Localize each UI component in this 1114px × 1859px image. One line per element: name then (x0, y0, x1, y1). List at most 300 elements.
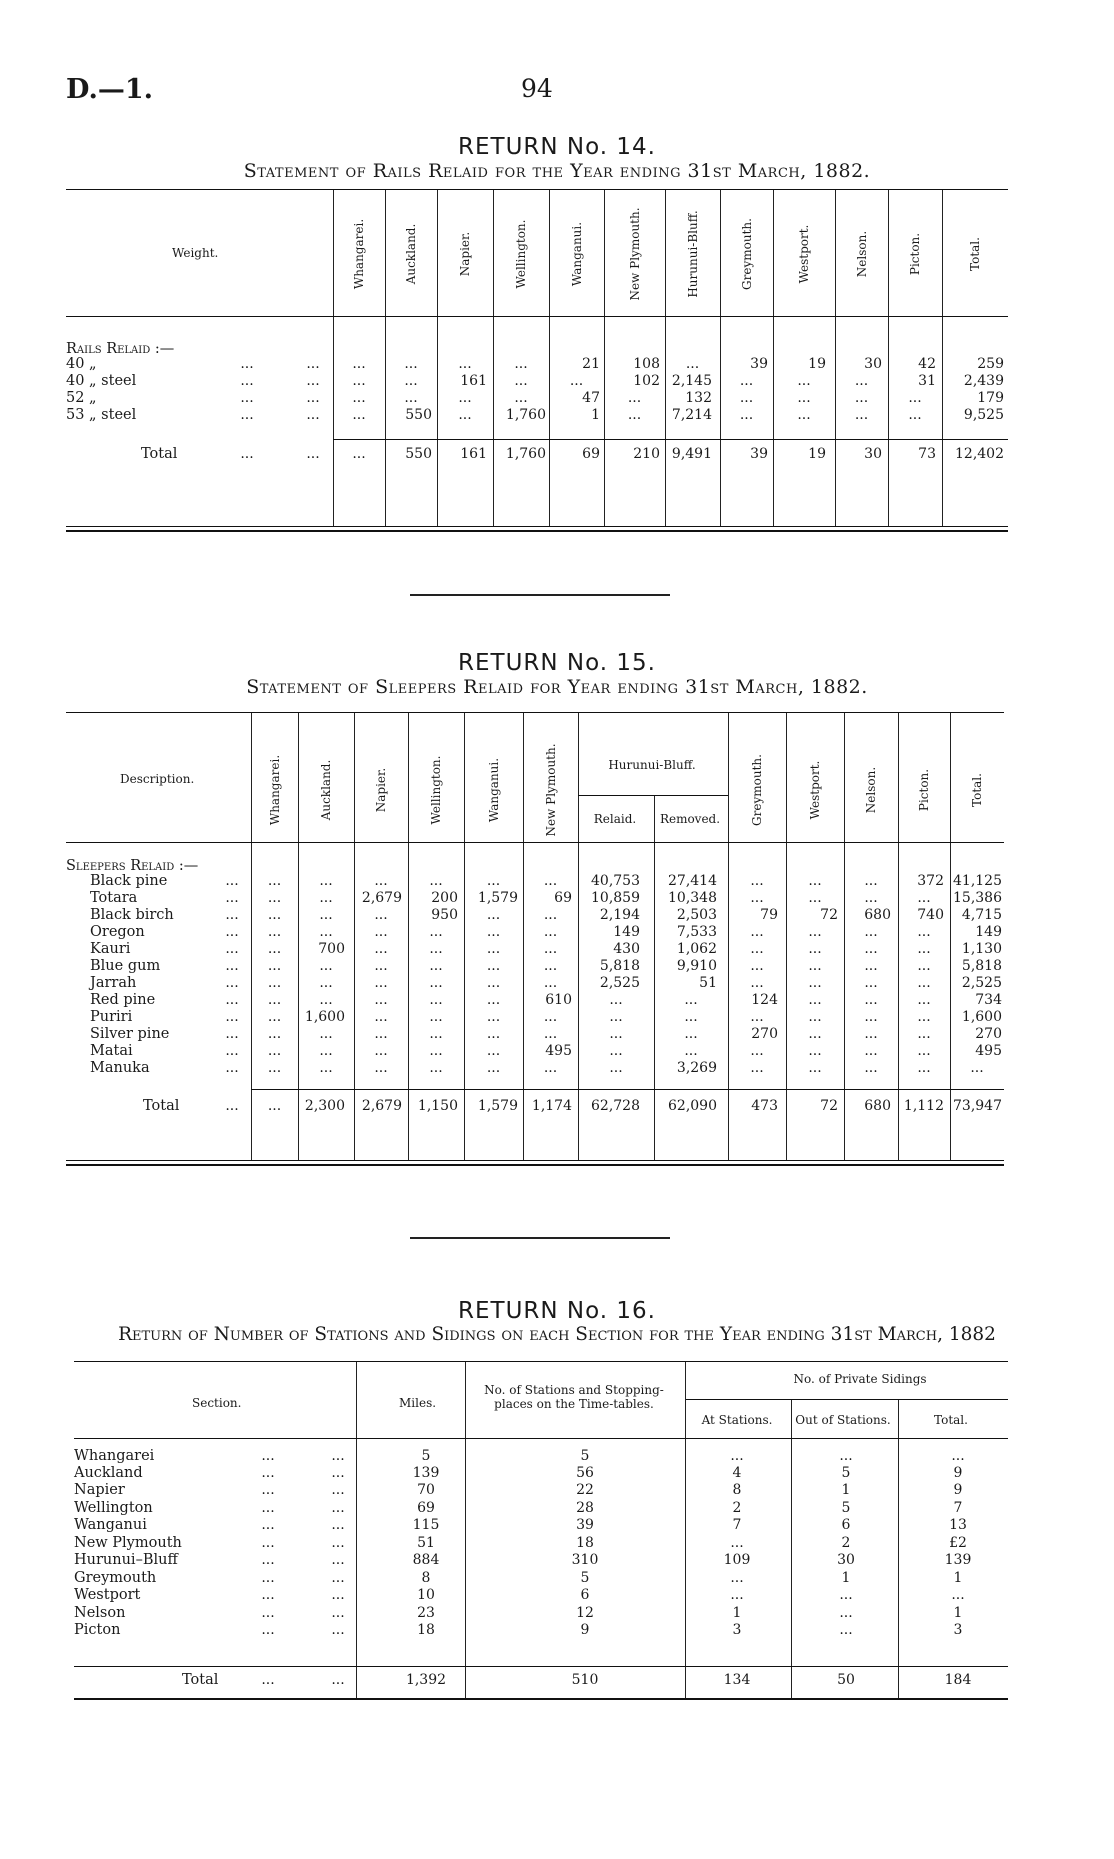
leader-dots: ... (331, 1535, 345, 1551)
table-cell: 550 (405, 407, 432, 423)
table-cell: 680 (864, 1098, 891, 1114)
table-cell: 12,402 (955, 446, 1004, 462)
table-cell: ... (486, 1009, 501, 1025)
table-cell: ... (374, 907, 388, 923)
column-divider (665, 190, 666, 527)
table-cell: 42 (918, 356, 936, 372)
table-cell: 1 (953, 1605, 963, 1621)
leader-dots: ... (261, 1448, 275, 1464)
section-separator (410, 594, 670, 596)
table-cell: 10,859 (591, 890, 640, 906)
table-cell: ... (730, 1570, 744, 1586)
column-header: Whangarei. (352, 218, 366, 290)
table-cell: 310 (571, 1552, 599, 1568)
table-cell: 30 (837, 1552, 855, 1568)
table-cell: ... (267, 958, 282, 974)
table-cell: ... (267, 941, 282, 957)
table-cell: 134 (723, 1672, 751, 1688)
table-cell: ... (808, 1060, 822, 1076)
table-cell: 3 (732, 1622, 742, 1638)
table-cell: 2,679 (361, 890, 402, 906)
row-label: Totara (90, 890, 138, 906)
rule (66, 526, 1008, 527)
table-cell: 9,910 (676, 958, 717, 974)
column-header: Westport. (797, 224, 811, 284)
table-cell: ... (730, 1448, 744, 1464)
table-cell: 62,090 (668, 1098, 717, 1114)
table-cell: ... (750, 890, 764, 906)
table-cell: ... (429, 873, 443, 889)
table-cell: 47 (582, 390, 600, 406)
weight-header: Weight. (172, 246, 219, 260)
table-cell: ... (750, 958, 764, 974)
table-cell: ... (374, 975, 388, 991)
table-cell: ... (319, 975, 333, 991)
table-cell: ... (374, 941, 388, 957)
table-cell: ... (352, 356, 366, 372)
table-cell: 1,579 (477, 1098, 518, 1114)
table-cell: 5,818 (599, 958, 640, 974)
table-cell: ... (750, 873, 764, 889)
column-header: Total. (968, 237, 982, 271)
table-cell: 79 (760, 907, 778, 923)
table-cell: ... (374, 958, 388, 974)
table-cell: 2,300 (304, 1098, 345, 1114)
table-cell: ... (429, 1043, 443, 1059)
table-cell: ... (864, 890, 878, 906)
table-cell: ... (970, 1060, 984, 1076)
column-divider (465, 1362, 466, 1699)
table-cell: ... (458, 407, 472, 423)
table-cell: 70 (417, 1482, 435, 1498)
table-cell: 39 (750, 356, 768, 372)
table-cell: 1,760 (505, 446, 546, 462)
table-cell: 139 (412, 1465, 440, 1481)
table-cell: 109 (723, 1552, 751, 1568)
return-16-title: RETURN No. 16. (458, 1298, 656, 1324)
table-cell: 9 (953, 1465, 963, 1481)
table-cell: ... (543, 907, 558, 923)
table-cell: £2 (949, 1535, 967, 1551)
table-cell: ... (797, 390, 811, 406)
leader-dots: ... (225, 924, 239, 940)
table-cell: 6 (580, 1587, 590, 1603)
column-divider (354, 713, 355, 1161)
table-cell: ... (854, 390, 869, 406)
table-cell: 39 (576, 1517, 594, 1533)
table-cell: 2,145 (671, 373, 712, 389)
table-cell: ... (864, 1060, 878, 1076)
table-cell: ... (808, 890, 822, 906)
leader-dots: ... (331, 1517, 345, 1533)
column-header: Napier. (458, 231, 472, 277)
private-sidings-header: No. of Private Sidings (793, 1372, 927, 1386)
leader-dots: ... (225, 958, 239, 974)
table-cell: 56 (576, 1465, 594, 1481)
leader-dots: ... (261, 1465, 275, 1481)
leader-dots: ... (240, 373, 254, 389)
column-header: Greymouth. (739, 218, 754, 290)
leader-dots: ... (225, 992, 239, 1008)
leader-dots: ... (261, 1535, 275, 1551)
column-divider (549, 190, 550, 527)
table-cell: ... (951, 1448, 965, 1464)
table-cell: ... (458, 356, 472, 372)
table-cell: ... (750, 975, 764, 991)
table-cell: ... (486, 924, 501, 940)
table-cell: 1,579 (477, 890, 518, 906)
table-cell: 259 (977, 356, 1004, 372)
table-cell: ... (684, 992, 698, 1008)
table-cell: 72 (820, 907, 838, 923)
row-label: Kauri (90, 941, 131, 957)
table-cell: ... (864, 1026, 878, 1042)
table-cell: 2,503 (676, 907, 717, 923)
leader-dots: ... (261, 1587, 275, 1603)
table-cell: ... (267, 873, 282, 889)
row-label: Puriri (90, 1009, 133, 1025)
leader-dots: ... (240, 446, 254, 462)
table-cell: ... (609, 1009, 623, 1025)
table-cell: ... (514, 390, 528, 406)
table-cell: ... (808, 1026, 822, 1042)
table-cell: 1 (953, 1570, 963, 1586)
table-cell: ... (352, 407, 366, 423)
page-number: 94 (521, 74, 553, 103)
rule (66, 189, 1008, 190)
table-cell: 132 (685, 390, 712, 406)
table-cell: 124 (751, 992, 778, 1008)
return-15-subtitle: Statement of Sleepers Relaid for Year ending 31st March, 1882. (246, 676, 868, 698)
table-cell: 1 (841, 1482, 851, 1498)
description-header: Description. (120, 772, 195, 786)
table-cell: ... (319, 1043, 333, 1059)
leader-dots: ... (331, 1448, 345, 1464)
column-header: Nelson. (854, 230, 869, 278)
table-cell: 149 (613, 924, 640, 940)
table-cell: ... (486, 958, 501, 974)
column-divider (464, 713, 465, 1161)
table-cell: ... (797, 373, 811, 389)
table-cell: ... (917, 1026, 931, 1042)
column-divider (333, 190, 334, 527)
hurunui-bluff-header: Hurunui-Bluff. (608, 758, 696, 772)
table-cell: ... (404, 390, 418, 406)
total-header: Total. (934, 1413, 968, 1427)
table-cell: 430 (613, 941, 640, 957)
column-header: Napier. (374, 767, 388, 813)
leader-dots: ... (225, 975, 239, 991)
table-cell: 2 (732, 1500, 742, 1516)
return-15-title: RETURN No. 15. (458, 650, 656, 676)
table-cell: 270 (975, 1026, 1002, 1042)
leader-dots: ... (331, 1552, 345, 1568)
table-cell: ... (750, 1060, 764, 1076)
table-cell: 149 (975, 924, 1002, 940)
table-cell: 6 (841, 1517, 851, 1533)
table-cell: ... (486, 907, 501, 923)
table-cell: ... (627, 407, 642, 423)
table-cell: 179 (977, 390, 1004, 406)
table-cell: ... (739, 407, 754, 423)
table-cell: 73,947 (953, 1098, 1002, 1114)
leader-dots: ... (331, 1482, 345, 1498)
table-cell: ... (609, 992, 623, 1008)
table-cell: ... (864, 992, 878, 1008)
table-cell: 9,491 (671, 446, 712, 462)
table-cell: ... (319, 1060, 333, 1076)
leader-dots: ... (306, 407, 320, 423)
table-cell: 19 (808, 356, 826, 372)
table-cell: ... (374, 1060, 388, 1076)
table-cell: 884 (412, 1552, 440, 1568)
column-divider (685, 1362, 686, 1699)
column-divider (408, 713, 409, 1161)
leader-dots: ... (331, 1465, 345, 1481)
table-cell: ... (319, 873, 333, 889)
table-cell: ... (543, 975, 558, 991)
table-cell: 1 (732, 1605, 742, 1621)
table-cell: ... (486, 1043, 501, 1059)
section-separator (410, 1237, 670, 1239)
table-cell: 1,760 (505, 407, 546, 423)
table-cell: ... (374, 1026, 388, 1042)
table-cell: ... (543, 873, 558, 889)
leader-dots: ... (331, 1622, 345, 1638)
table-cell: ... (917, 924, 931, 940)
row-label: 40 „ (66, 356, 97, 372)
table-cell: 473 (751, 1098, 778, 1114)
column-header: Westport. (808, 760, 822, 820)
table-cell: ... (808, 992, 822, 1008)
table-cell: 1 (841, 1570, 851, 1586)
leader-dots: ... (225, 1026, 239, 1042)
leader-dots: ... (331, 1570, 345, 1586)
leader-dots: ... (261, 1672, 275, 1688)
table-cell: ... (543, 958, 558, 974)
rule (74, 1438, 1008, 1439)
table-cell: 139 (944, 1552, 972, 1568)
column-divider (728, 713, 729, 1161)
table-cell: 73 (918, 446, 936, 462)
leader-dots: ... (261, 1552, 275, 1568)
table-cell: ... (352, 373, 366, 389)
table-cell: 9 (580, 1622, 590, 1638)
leader-dots: ... (225, 1043, 239, 1059)
table-cell: 270 (751, 1026, 778, 1042)
row-label: Hurunui–Bluff (74, 1552, 178, 1568)
table-cell: ... (864, 958, 878, 974)
table-cell: ... (486, 873, 501, 889)
rule (74, 1698, 1008, 1700)
rule (66, 712, 1004, 713)
leader-dots: ... (225, 1009, 239, 1025)
table-cell: 41,125 (953, 873, 1002, 889)
table-cell: 9 (953, 1482, 963, 1498)
column-divider (720, 190, 721, 527)
table-cell: 1,600 (961, 1009, 1002, 1025)
table-cell: 7,533 (676, 924, 717, 940)
section-label: Sleepers Relaid :— (66, 858, 199, 874)
column-header: Auckland. (404, 223, 418, 285)
table-cell: ... (750, 1043, 764, 1059)
table-cell: ... (839, 1605, 853, 1621)
leader-dots: ... (225, 1098, 239, 1114)
table-cell: 108 (633, 356, 660, 372)
table-cell: ... (319, 1026, 333, 1042)
table-cell: 8 (732, 1482, 742, 1498)
table-cell: 18 (576, 1535, 594, 1551)
section-header: Section. (192, 1396, 242, 1410)
row-label: Whangarei (74, 1448, 155, 1464)
column-divider (385, 190, 386, 527)
leader-dots: ... (306, 390, 320, 406)
table-cell: ... (486, 975, 501, 991)
table-cell: 39 (750, 446, 768, 462)
table-cell: ... (917, 890, 931, 906)
table-cell: ... (429, 1060, 443, 1076)
table-cell: 5 (421, 1448, 431, 1464)
table-cell: ... (908, 407, 922, 423)
row-label: Napier (74, 1482, 125, 1498)
table-cell: 3,269 (676, 1060, 717, 1076)
table-cell: ... (267, 975, 282, 991)
rule (66, 842, 1004, 843)
table-cell: 1,150 (417, 1098, 458, 1114)
table-cell: ... (374, 873, 388, 889)
table-cell: ... (486, 1060, 501, 1076)
table-cell: 550 (405, 446, 432, 462)
table-cell: ... (808, 873, 822, 889)
leader-dots: ... (225, 890, 239, 906)
table-cell: 184 (944, 1672, 972, 1688)
row-label: 53 „ steel (66, 407, 137, 423)
table-cell: ... (319, 924, 333, 940)
table-cell: 2 (841, 1535, 851, 1551)
row-label: Black birch (90, 907, 174, 923)
table-cell: ... (917, 1009, 931, 1025)
row-label: Picton (74, 1622, 121, 1638)
leader-dots: ... (261, 1605, 275, 1621)
row-label: Matai (90, 1043, 133, 1059)
table-cell: 10,348 (668, 890, 717, 906)
table-cell: ... (319, 958, 333, 974)
total-label: Total (143, 1098, 180, 1114)
column-divider (298, 713, 299, 1161)
row-label: New Plymouth (74, 1535, 182, 1551)
table-cell: 680 (864, 907, 891, 923)
row-label: Wanganui (74, 1517, 147, 1533)
column-header: Wanganui. (569, 221, 584, 287)
column-divider (898, 713, 899, 1161)
miles-header: Miles. (399, 1396, 437, 1410)
stations-header-line: No. of Stations and Stopping- (484, 1383, 664, 1397)
leader-dots: ... (306, 446, 320, 462)
table-cell: 13 (949, 1517, 967, 1533)
table-cell: 510 (571, 1672, 599, 1688)
stations-header-line: places on the Time-tables. (494, 1397, 654, 1411)
table-cell: ... (917, 941, 931, 957)
table-cell: 740 (917, 907, 944, 923)
table-cell: 22 (576, 1482, 594, 1498)
column-divider (578, 713, 579, 1161)
table-cell: 610 (545, 992, 572, 1008)
table-cell: ... (917, 992, 931, 1008)
table-cell: ... (458, 390, 472, 406)
table-cell: ... (267, 1026, 282, 1042)
table-cell: ... (543, 1026, 558, 1042)
table-cell: 5 (580, 1570, 590, 1586)
rule (66, 530, 1008, 532)
table-cell: ... (684, 1009, 698, 1025)
column-header: Hurunui-Bluff. (685, 210, 700, 298)
table-cell: ... (267, 1043, 282, 1059)
rule (66, 1160, 1004, 1161)
column-divider (791, 1400, 792, 1699)
column-header: Picton. (917, 768, 931, 812)
row-label: Blue gum (90, 958, 161, 974)
table-cell: ... (808, 975, 822, 991)
column-header: Auckland. (319, 759, 333, 821)
table-cell: 115 (412, 1517, 440, 1533)
table-cell: 2,525 (961, 975, 1002, 991)
table-cell: 7 (732, 1517, 742, 1533)
stations-header (484, 1383, 664, 1411)
table-cell: 15,386 (953, 890, 1002, 906)
leader-dots: ... (240, 356, 254, 372)
table-cell: 5 (841, 1465, 851, 1481)
table-cell: 30 (864, 446, 882, 462)
table-cell: 1,112 (903, 1098, 944, 1114)
table-cell: ... (864, 1009, 878, 1025)
table-cell: 21 (582, 356, 600, 372)
table-cell: ... (750, 1009, 764, 1025)
rule (66, 1164, 1004, 1166)
column-header: Whangarei. (267, 754, 282, 826)
table-cell: ... (429, 1009, 443, 1025)
column-divider (523, 713, 524, 1161)
table-cell: ... (839, 1448, 853, 1464)
row-label: Greymouth (74, 1570, 157, 1586)
column-divider (888, 190, 889, 527)
column-header: Greymouth. (750, 754, 764, 826)
table-cell: ... (797, 407, 811, 423)
table-cell: ... (609, 1060, 623, 1076)
column-header: Wellington. (429, 755, 443, 825)
table-cell: 23 (417, 1605, 435, 1621)
rule (66, 316, 1008, 317)
table-cell: ... (429, 992, 443, 1008)
table-cell: 3 (953, 1622, 963, 1638)
table-cell: 40,753 (591, 873, 640, 889)
row-label: 52 „ (66, 390, 97, 406)
table-cell: 69 (582, 446, 600, 462)
table-cell: ... (917, 975, 931, 991)
table-cell: 2,525 (599, 975, 640, 991)
table-cell: ... (404, 373, 418, 389)
table-cell: ... (486, 941, 501, 957)
table-cell: ... (429, 941, 443, 957)
table-cell: ... (267, 1060, 282, 1076)
table-cell: 700 (318, 941, 345, 957)
leader-dots: ... (261, 1517, 275, 1533)
table-cell: 4,715 (961, 907, 1002, 923)
table-cell: 2,679 (361, 1098, 402, 1114)
table-cell: 210 (633, 446, 660, 462)
total-rule (333, 439, 1008, 440)
table-cell: ... (750, 924, 764, 940)
rule (685, 1399, 1008, 1400)
